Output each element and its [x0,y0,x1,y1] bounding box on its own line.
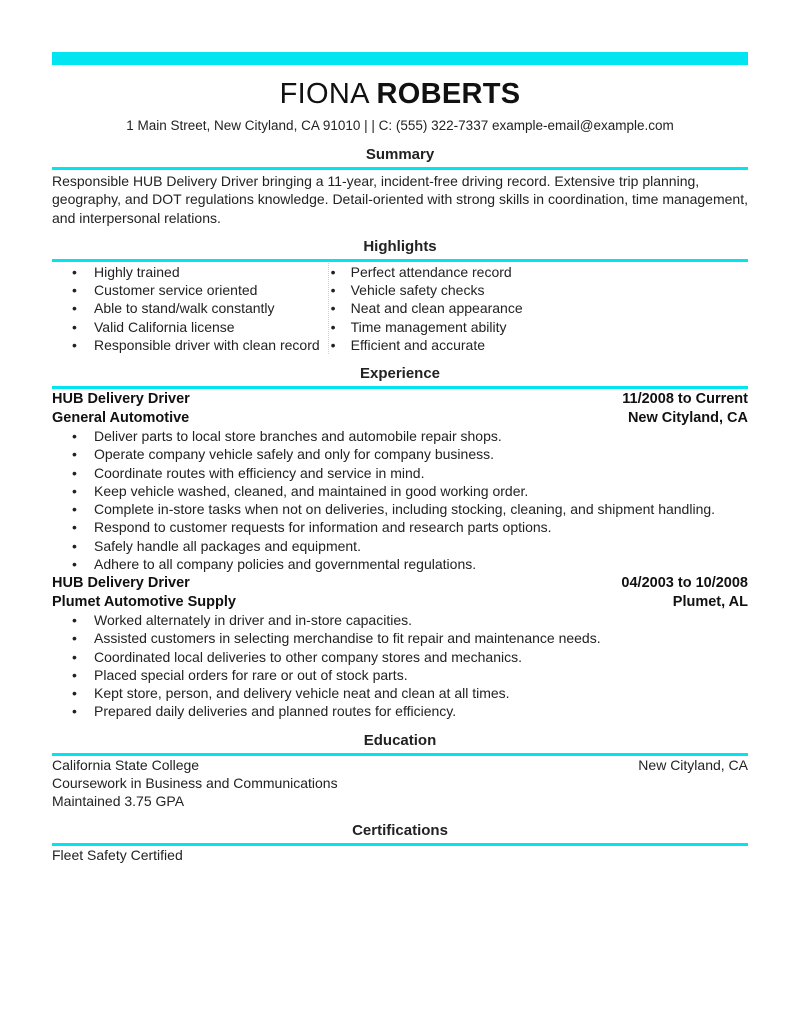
job-employer [52,409,748,427]
header-accent-bar [52,52,748,65]
highlight-item: • Valid California license [52,318,328,336]
coursework: Coursework in Business and Communications [52,775,338,792]
resume-page [52,52,748,864]
first-name: FIONA [279,78,369,110]
job-location: Plumet, AL [672,593,748,610]
highlights-right-column [329,263,748,354]
job-entry [52,390,748,573]
company-name: Plumet Automotive Supply [52,593,236,610]
highlight-item: • Highly trained [52,263,328,281]
duty-item: • Coordinated local deliveries to other company stores and mechanics. [52,648,748,666]
section-divider [52,167,748,170]
highlight-item: • Time management ability [329,318,748,336]
highlights-columns [52,263,748,354]
job-header [52,574,748,592]
education-row [52,756,748,774]
duty-item: • Complete in-store tasks when not on deliveries, including stocking, cleaning, and shipment handling. [52,500,748,518]
highlights-list [52,263,328,354]
school-location: New Cityland, CA [638,756,748,773]
duty-item: • Respond to customer requests for information and research parts options. [52,518,748,536]
job-title: HUB Delivery Driver [52,391,190,408]
duty-item: • Operate company vehicle safely and only for company business. [52,445,748,463]
highlight-item: • Efficient and accurate [329,336,748,354]
job-dates: 11/2008 to Current [622,391,748,408]
duty-item: • Worked alternately in driver and in-store capacities. [52,611,748,629]
school-name: California State College [52,756,200,773]
duty-item: • Placed special orders for rare or out of stock parts. [52,666,748,684]
highlight-item: • Neat and clean appearance [329,299,748,317]
duties-list [52,427,748,573]
duty-item: • Keep vehicle washed, cleaned, and maintained in good working order. [52,482,748,500]
highlights-left-column [52,263,329,354]
section-divider [52,386,748,389]
job-header [52,390,748,408]
certifications-title: Certifications [352,821,448,839]
education-title: Education [363,731,437,749]
job-entry [52,574,748,720]
highlight-item: • Responsible driver with clean record [52,336,328,354]
summary-text: Responsible HUB Delivery Driver bringing a 11-year, incident-free driving record. Extensive trip planning, geography, and DOT regulations knowledge. Detail-oriented with strong skills in coordination, time management, and interpersonal relations. [52,173,748,226]
certification-item: Fleet Safety Certified [52,846,183,863]
summary-title: Summary [365,146,435,163]
last-name: ROBERTS [376,78,521,110]
highlights-title: Highlights [363,237,437,255]
duty-item: • Prepared daily deliveries and planned routes for efficiency. [52,702,748,720]
section-divider [52,259,748,262]
duty-item: • Coordinate routes with efficiency and service in mind. [52,464,748,482]
job-employer [52,593,748,611]
duty-item: • Assisted customers in selecting merchandise to fit repair and maintenance needs. [52,629,748,647]
contact-line: 1 Main Street, New Cityland, CA 91010 | | C: (555) 322-7337 example-email@example.com [126,118,674,133]
duty-item: • Deliver parts to local store branches and automobile repair shops. [52,427,748,445]
duty-item: • Kept store, person, and delivery vehicle neat and clean at all times. [52,684,748,702]
highlight-item: • Perfect attendance record [329,263,748,281]
duty-item: • Safely handle all packages and equipment. [52,537,748,555]
gpa: Maintained 3.75 GPA [52,793,185,810]
highlights-list [329,263,748,354]
company-name: General Automotive [52,409,190,426]
job-location: New Cityland, CA [627,409,748,426]
highlight-item: • Able to stand/walk constantly [52,299,328,317]
experience-title: Experience [359,365,441,383]
job-dates: 04/2003 to 10/2008 [621,575,748,592]
candidate-name [52,78,748,110]
job-title: HUB Delivery Driver [52,575,190,592]
highlight-item: • Customer service oriented [52,281,328,299]
duties-list [52,611,748,721]
highlight-item: • Vehicle safety checks [329,281,748,299]
duty-item: • Adhere to all company policies and governmental regulations. [52,555,748,573]
